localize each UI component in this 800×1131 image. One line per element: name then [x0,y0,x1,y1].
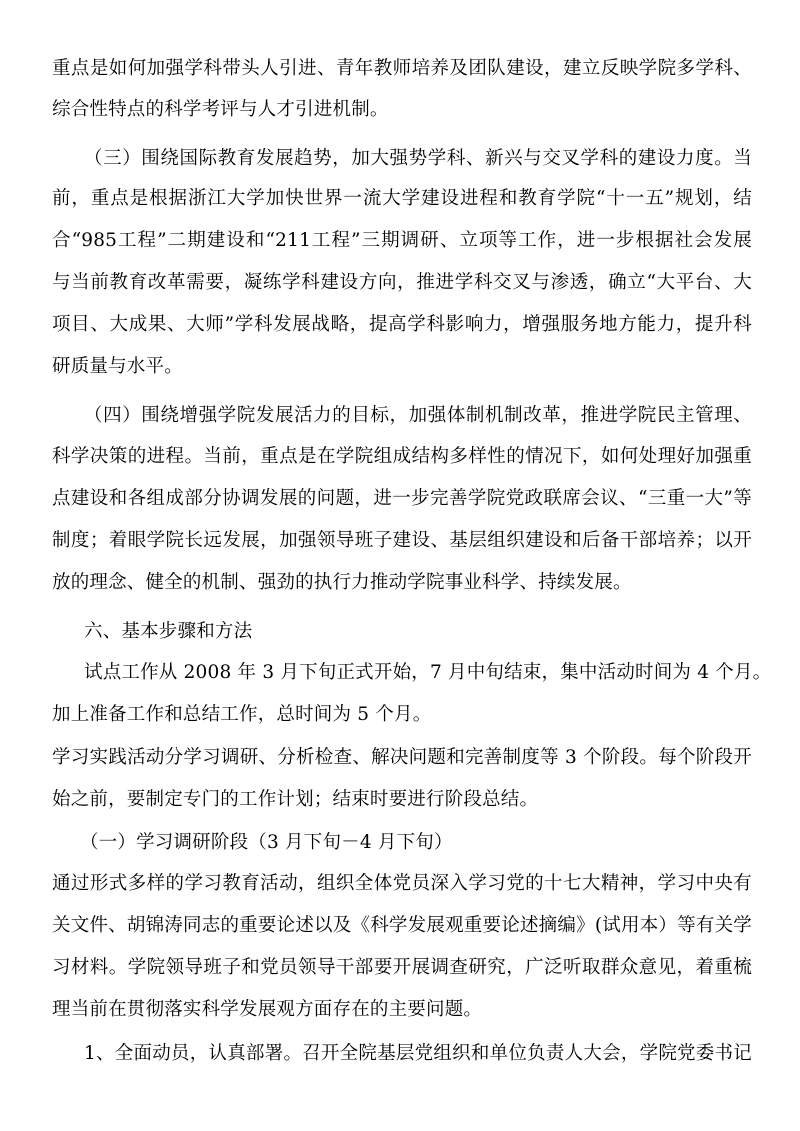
paragraph-line: 通过形式多样的学习教育活动，组织全体党员深入学习党的十七大精神，学习中央有 [52,873,752,894]
paragraph-line: 始之前，要制定专门的工作计划；结束时要进行阶段总结。 [52,789,539,810]
paragraph-line: 理当前在贯彻落实科学发展观方面存在的主要问题。 [52,999,483,1020]
paragraph-line: 科学决策的进程。当前，重点是在学院组成结构多样性的情况下，如何处理好加强重 [52,446,752,467]
paragraph-line: 习材料。学院领导班子和党员领导干部要开展调查研究，广泛听取群众意见，着重梳 [52,957,752,978]
paragraph-line: 合“985工程”二期建设和“211工程”三期调研、立项等工作，进一步根据社会发展 [52,230,752,251]
paragraph-line: 前，重点是根据浙江大学加快世界一流大学建设进程和教育学院“十一五”规划，结 [52,188,752,209]
paragraph-line: 重点是如何加强学科带头人引进、青年教师培养及团队建设，建立反映学院多学科、 [52,58,752,79]
paragraph-line: 关文件、胡锦涛同志的重要论述以及《科学发展观重要论述摘编》(试用本）等有关学 [52,915,752,936]
paragraph-line: 1、全面动员，认真部署。召开全院基层党组织和单位负责人大会，学院党委书记 [84,1043,752,1064]
paragraph-line: 项目、大成果、大师”学科发展战略，提高学科影响力，增强服务地方能力，提升科 [52,314,752,335]
paragraph-line: 制度；着眼学院长远发展，加强领导班子建设、基层组织建设和后备干部培养；以开 [52,530,752,551]
section-heading: 六、基本步骤和方法 [84,621,253,642]
paragraph-line: 放的理念、健全的机制、强劲的执行力推动学院事业科学、持续发展。 [52,572,632,593]
paragraph-line: 点建设和各组成部分协调发展的问题，进一步完善学院党政联席会议、“三重一大”等 [52,488,752,509]
subsection-heading: （一）学习调研阶段（3 月下旬－4 月下旬） [80,832,453,853]
paragraph-line: 综合性特点的科学考评与人才引进机制。 [52,99,389,120]
paragraph-line: 学习实践活动分学习调研、分析检查、解决问题和完善制度等 3 个阶段。每个阶段开 [52,747,752,768]
paragraph-line: 与当前教育改革需要，凝练学科建设方向，推进学科交叉与渗透，确立“大平台、大 [52,272,752,293]
paragraph-line: 试点工作从 2008 年 3 月下旬正式开始，7 月中旬结束，集中活动时间为 4 个月。 [84,662,772,683]
paragraph-line: （四）围绕增强学院发展活力的目标，加强体制机制改革，推进学院民主管理、 [84,405,752,426]
paragraph-line: 研质量与水平。 [52,356,183,377]
paragraph-line: （三）围绕国际教育发展趋势，加大强势学科、新兴与交叉学科的建设力度。当 [84,148,752,169]
paragraph-line: 加上准备工作和总结工作，总时间为 5 个月。 [52,704,432,725]
